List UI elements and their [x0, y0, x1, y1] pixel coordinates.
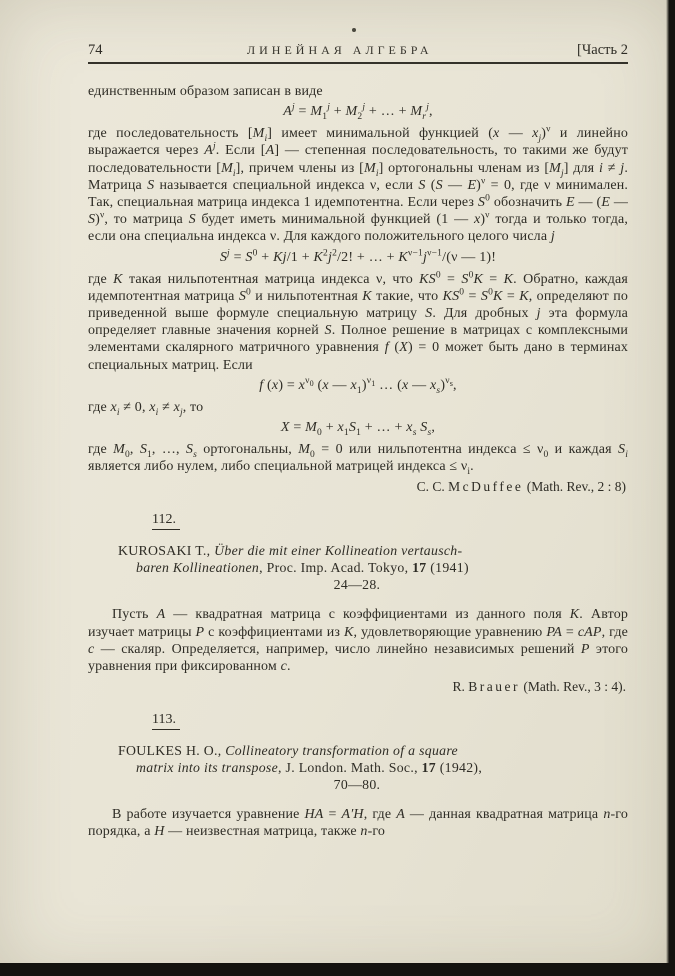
reviewer-attribution-mcduffee	[88, 479, 626, 495]
reviewer-attribution-brauer	[88, 679, 626, 695]
formula-x-solution: $X = M_0 + x_1S_1$ + … + $x_s$ $S_s$,	[280, 420, 436, 438]
scan-edge-right	[666, 0, 675, 976]
citation-112	[118, 542, 596, 593]
review-paragraph-4: где $M_0$, $S_1$, …, $S_s$ ортогональны, $M_0 = 0$ или нильпотентна индекса ≤ $\nu_0$ и каждая $S_i$ является либо нулем, либо специальной матрицей индекса ≤ $\nu_i$.	[88, 442, 628, 478]
review-paragraph-2: где K такая нильпотентная матрица индекса ν, что $KS^0 = S^0K = K$. Обратно, каждая идемпотентная матрица $S^0$ и нильпотентная K такие, что $KS^0 = S^0K = K$, определяют по приведенной выше формуле специальную матрицу S. Для дробных j эта формула определяет главные значения корней S. Полное решение в матрицах с комплексными элементами скалярного матричного уравнения f (X) = 0 может быть дано в терминах специальных матриц. Если	[88, 269, 628, 373]
review-113-paragraph: В работе изучается уравнение HA = A′H, где A — данная квадратная матрица n-го порядка, а H — неизвестная матрица, также n-го	[88, 807, 628, 840]
formula-decomposition: $A^j = M_1^j + M_2^j$ + … + $M_r^j$,	[283, 102, 433, 122]
formula-fx: f $(x) = x^{\nu_0}$ (x — $x_1)^{\nu_1}$ … (x — $x_s)^{\nu_s}$,	[259, 376, 457, 396]
page-content	[88, 83, 628, 841]
entry-number-113	[152, 712, 628, 730]
entry-number-113-label: 113.	[152, 712, 180, 730]
scan-edge-bottom	[0, 963, 675, 976]
reviewer-name: McDuffee	[448, 479, 524, 495]
page-number: 74	[88, 42, 103, 58]
reviewer-initials: R.	[452, 679, 465, 695]
review-intro-line: единственным образом записан в виде	[88, 84, 323, 99]
review-112-paragraph: Пусть A — квадратная матрица с коэффициентами из данного поля K. Автор изучает матрицы P с коэффициентами из K, удовлетворяющие уравнению PA = cAP, где c — скаляр. Определяется, например, число линейно независимых решений P этого уравнения при фиксированном c.	[88, 607, 628, 675]
reviewer-reference: (Math. Rev., 2 : 8)	[526, 479, 626, 495]
citation-113-line-2: matrix into its transpose, J. London. Math. Soc., 17 (1942),	[136, 760, 483, 776]
running-head	[88, 42, 628, 59]
entry-number-112-label: 112.	[152, 512, 180, 530]
reviewer-reference: (Math. Rev., 3 : 4).	[523, 679, 626, 695]
part-label: [Часть 2	[577, 42, 628, 58]
scan-speck	[352, 28, 356, 32]
citation-112-line-1: KUROSAKI T., Über die mit einer Kollineation vertausch-	[118, 543, 463, 559]
review-paragraph-1: где последовательность $[M_i]$ имеет минимальной функцией (x — $x_j)^\nu$ и линейно выражается через $A^j$. Если [A] — степенная последовательность, то такими же будут последовательности $[M_i]$, причем члены из $[M_i]$ ортогональны членам из $[M_j]$ для i ≠ j. Матрица S называется специальной индекса ν, если S (S — E)$^\nu$ = 0, где ν минимален. Так, специальная матрица индекса 1 идемпотентна. Если через $S^0$ обозначить E — (E — S)$^\nu$, то матрица S будет иметь минимальной функцией (1 — x)$^\nu$ тогда и только тогда, если она специальна индекса ν. Для каждого положительного целого числа j	[88, 124, 629, 245]
entry-number-112	[152, 512, 628, 530]
running-title: ЛИНЕЙНАЯ АЛГЕБРА	[246, 43, 433, 57]
page-header	[88, 42, 628, 64]
citation-112-pages: 24—28.	[333, 577, 381, 593]
header-rule	[88, 62, 628, 64]
citation-113	[118, 742, 596, 793]
citation-113-pages: 70—80.	[333, 777, 381, 793]
reviewer-initials: C. C.	[416, 479, 445, 495]
review-paragraph-3: где $x_i \ne 0$, $x_i \ne x_j$, то	[88, 399, 204, 418]
citation-113-line-1: FOULKES H. O., Collineatory transformation of a square	[118, 743, 458, 759]
reviewer-name: Brauer	[468, 679, 521, 695]
citation-112-line-2: baren Kollineationen, Proc. Imp. Acad. Tokyo, 17 (1941)	[136, 560, 469, 576]
formula-series: $S^j = S^0 + Kj/1 + K^2j^2/2$! + … + $K^{\nu-1}j^{\nu-1}/(\nu$ — 1)!	[219, 247, 497, 265]
